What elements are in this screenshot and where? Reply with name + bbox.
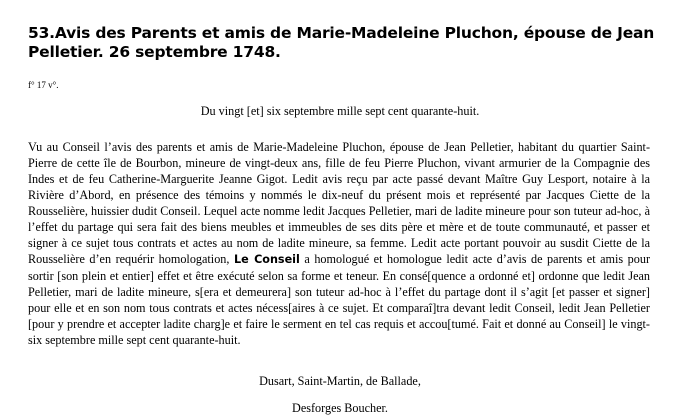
- dateline: Du vingt [et] six septembre mille sept cent quarante-huit.: [200, 104, 480, 118]
- body-text-part1: Vu au Conseil l’avis des parents et amis de Marie-Madeleine Pluchon, épouse de Jean Pelletier, habitant du quartier Saint-Pierre de cette île de Bourbon, mineure de vingt-deux ans, fille de feu Pierre Pluchon, vivant armurier de la Compagnie des Indes et de feu Catherine-Marguerite Jeanne Gigot. Ledit avis reçu par acte passé devant Maître Guy Lesport, notaire à la Rivière d’Abord, en présence des témoins y nommés le dix-neuf du présent mois et représenté par Jacques Ciette de la Rousselière, huissier dudit Conseil. Lequel acte nomme ledit Jacques Pelletier, mari de ladite mineure pour son tuteur ad-hoc, à l’effet du partage qui sera fait des biens meubles et immeubles de ses dits père et mère et de toute communauté, et passer et signer à ce sujet tous contrats et actes au nom de ladite mineure, sa femme. Ledit acte portant pouvoir au susdit Ciette de la Rousselière d’en requérir homologation,: [28, 140, 650, 266]
- signatures-line-1: Dusart, Saint-Martin, de Ballade,: [259, 374, 421, 388]
- folio-reference: f° 17 v°.: [28, 80, 59, 90]
- body-text-part2: a homologué et homologue ledit acte d’avis de parents et amis pour sortir [son plein et entier] effet et être exécuté selon sa forme et teneur. En consé[quence a ordonné et] ordonne que ledit Jean Pelletier, mari de ladite mineure, s[era et demeurera] son tuteur ad-hoc à l’effet du partage dont il s’agit [et passer et signer] pour elle et en son nom tous contrats et actes nécess[aires à ce sujet. Et comparaî]tra devant ledit Conseil, ledit Jean Pelletier [pour y prendre et accepter ladite charg]e et faire le serment en tel cas requis et accou[tumé. Fait et donné au Conseil] le vingt-six septembre mille sept cent quarante-huit.: [28, 252, 650, 347]
- heading-text: Avis des Parents et amis de Marie-Madeleine Pluchon, épouse de Jean Pelletier. 26 septembre 1748.: [28, 24, 655, 61]
- signatures-line-2: Desforges Boucher.: [292, 401, 388, 415]
- document-heading: [28, 24, 656, 62]
- body-paragraph: [28, 139, 650, 348]
- body-text-emphasis: Le Conseil: [233, 253, 300, 266]
- heading-number: 53.: [28, 24, 55, 42]
